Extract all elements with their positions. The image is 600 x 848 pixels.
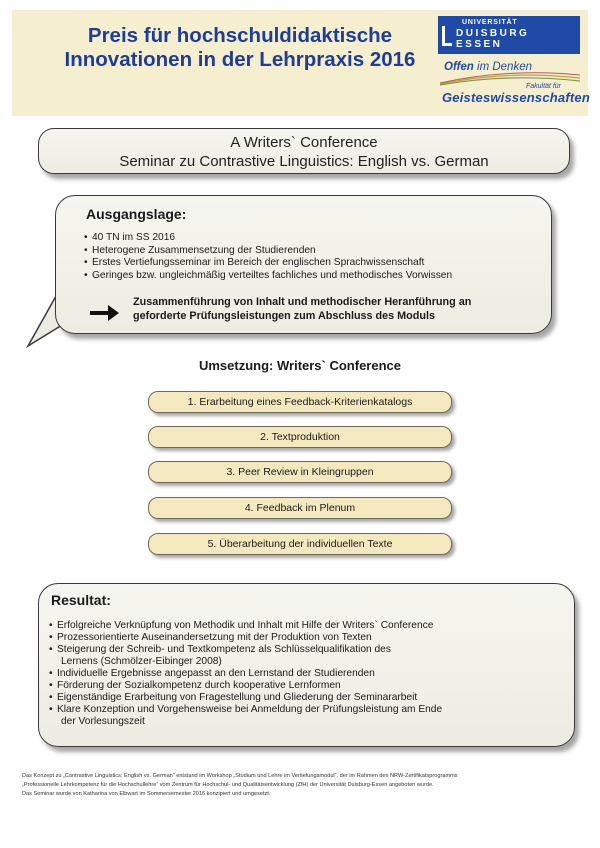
list-item: • Eigenständige Erarbeitung von Fragestellung und Gliederung der Seminararbeit [49,692,442,704]
footer-line-3: Das Seminar wurde von Katharina von Elbwart im Sommersemester 2016 konzipiert und umgesetzt. [22,791,271,797]
title-line-1: Preis für hochschuldidaktische [87,24,393,47]
step-1: 1. Erarbeitung eines Feedback-Kriterienkatalogs [148,391,452,413]
list-item: • 40 TN im SS 2016 [84,232,452,245]
conclusion-line-1: Zusammenführung von Inhalt und methodischer Heranführung an [133,296,472,308]
step-3: 3. Peer Review in Kleingruppen [148,461,452,483]
slogan-bold: Offen [444,61,474,73]
conference-box [38,128,570,174]
conference-subtitle: Seminar zu Contrastive Linguistics: English vs. German [119,153,489,170]
resultat-box [38,583,575,747]
list-item: • Steigerung der Schreib- und Textkompetenz als Schlüsselqualifikation des [49,644,442,656]
logo-duisburg: DUISBURG [456,28,530,39]
list-item: • Förderung der Sozialkompetenz durch kooperative Lernformen [49,680,442,692]
list-item: • Individuelle Ergebnisse angepasst an den Lernstand der Studierenden [49,668,442,680]
list-item: • Klare Konzeption und Vorgehensweise bei Anmeldung der Prüfungsleistung am Ende [49,704,442,716]
logo-mark-icon [442,26,452,46]
list-item-continuation: Lernens (Schmölzer-Eibinger 2008) [61,656,222,667]
list-item: • Prozessorientierte Auseinandersetzung mit der Produktion von Texten [49,632,442,644]
footer-note [22,772,592,799]
conclusion-line-2: geforderte Prüfungsleistungen zum Abschluss des Moduls [133,309,435,322]
resultat-heading: Resultat: [51,592,111,608]
fakultaet-small: Fakultät für [526,83,562,90]
step-5: 5. Überarbeitung der individuellen Texte [148,533,452,555]
university-logo [438,16,580,54]
step-2: 2. Textproduktion [148,426,452,448]
footer-line-1: Das Konzept zu „Contrastive Linguistics: English vs. German“ entstand im Workshop „Studium und Lehre im Vertiefungsmodul“, der im Rahmen des NRW-Zertifikatsprogramms [22,773,458,779]
ausgangslage-heading: Ausgangslage: [86,206,187,222]
list-item: • Erstes Vertiefungsseminar im Bereich der englischen Sprachwissenschaft [84,257,452,270]
arrow-right-icon [90,302,120,324]
list-item: • Erfolgreiche Verknüpfung von Methodik und Inhalt mit Hilfe der Writers` Conference [49,620,442,632]
ausgangslage-list [84,232,452,282]
resultat-list [49,620,442,728]
ausgangslage-box [55,195,552,334]
list-item: • Heterogene Zusammensetzung der Studierenden [84,245,452,258]
step-4: 4. Feedback im Plenum [148,497,452,519]
umsetzung-heading: Umsetzung: Writers` Conference [198,358,401,373]
list-item: • Geringes bzw. ungleichmäßig verteiltes fachliches und methodisches Vorwissen [84,270,452,283]
list-item-continuation: der Vorlesungszeit [61,716,145,727]
logo-universitaet: UNIVERSITÄT [462,19,518,26]
logo-essen: ESSEN [456,39,503,50]
slogan-rest: im Denken [477,61,532,73]
ausgangslage-conclusion [133,296,471,323]
conference-title: A Writers` Conference [230,134,378,151]
footer-line-2: „Professionelle Lehrkompetenz für die Hochschullehre“ vom Zentrum für Hochschul- und Qualitätsentwicklung (ZfH) der Universität Duisburg-Essen angeboten wurde. [22,782,434,788]
fakultaet-name: Geisteswissenschaften [442,90,590,105]
page-title [60,24,420,72]
title-line-2: Innovationen in der Lehrpraxis 2016 [64,48,416,71]
